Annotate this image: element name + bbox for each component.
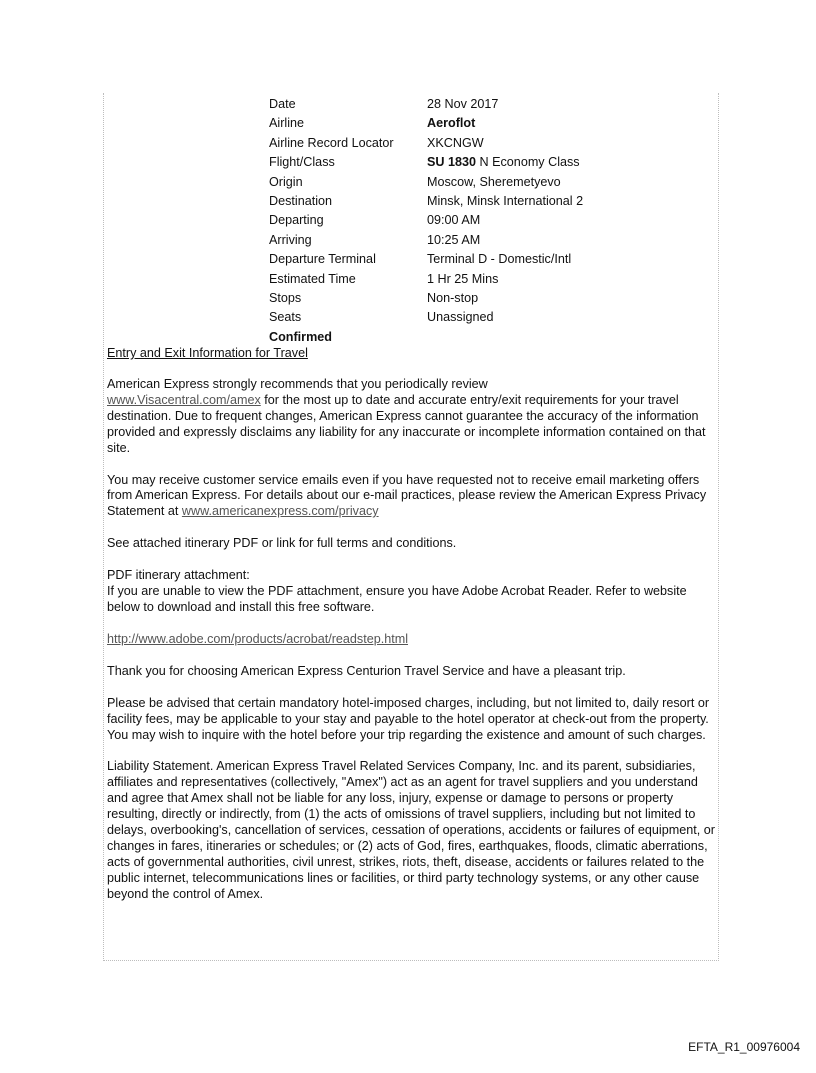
acrobat-link-paragraph: [107, 632, 717, 648]
document-id: EFTA_R1_00976004: [688, 1040, 800, 1054]
detail-label: Destination: [269, 193, 333, 208]
detail-label: Date: [269, 97, 296, 111]
privacy-link[interactable]: www.americanexpress.com/privacy: [181, 504, 379, 519]
visa-paragraph: American Express strongly recommends that you periodically review www.Visacentral.com/amex for the most up to date and accurate entry/exit requirements for your travel destination. Due to frequent changes, American Express cannot guarantee the accuracy of the information provided and expressly disclaims any liability for any inaccurate or incomplete information contained on that site.: [107, 377, 706, 455]
liability-paragraph: Liability Statement. American Express Travel Related Services Company, Inc. and its parent, subsidiaries, affiliates and representatives (collectively, "Amex") act as an agent for travel suppliers and you understand and agree that Amex shall not be liable for any loss, injury, expense or damage to persons or property resulting, directly or indirectly, from (1) the acts of omissions of travel suppliers, including but not limited to delays, overbooking's, cancellation of services, cessation of operations, accidents or failures of equipment, or changes in fares, itineraries or schedules; or (2) acts of God, fires, earthquakes, floods, climatic aberrations, acts of governmental authorities, civil unrest, strikes, riots, theft, disease, accidents or failures related to the public internet, telecommunications lines or facilities, or third party technology systems, or any other cause beyond the control of Amex.: [107, 759, 715, 901]
detail-value: Minsk, Minsk International 2: [427, 193, 584, 208]
detail-value: SU 1830 N Economy Class: [427, 155, 580, 170]
detail-value: Moscow, Sheremetyevo: [427, 174, 561, 189]
detail-value: 10:25 AM: [427, 232, 481, 247]
detail-label: Seats: [269, 310, 302, 325]
detail-value: XKCNGW: [427, 135, 484, 150]
detail-value: 09:00 AM: [427, 213, 481, 228]
detail-value: Terminal D - Domestic/Intl: [427, 252, 572, 267]
detail-value: Aeroflot: [427, 116, 476, 131]
booking-status: Confirmed: [269, 329, 332, 344]
detail-value: 1 Hr 25 Mins: [427, 271, 499, 286]
detail-label: Flight/Class: [269, 155, 335, 170]
visacentral-link[interactable]: www.Visacentral.com/amex: [107, 392, 261, 407]
detail-value: Non-stop: [427, 290, 479, 305]
detail-label: Departing: [269, 213, 324, 228]
acrobat-link[interactable]: http://www.adobe.com/products/acrobat/readstep.html: [107, 631, 409, 646]
entry-exit-section-title: Entry and Exit Information for Travel: [107, 346, 308, 360]
detail-label: Departure Terminal: [269, 252, 376, 267]
pdf-paragraph: PDF itinerary attachment: If you are unable to view the PDF attachment, ensure you have Adobe Acrobat Reader. Refer to website below to download and install this free software.: [107, 568, 687, 614]
detail-value: 28 Nov 2017: [427, 97, 499, 111]
notice-body: [107, 377, 717, 919]
hotel-charges-paragraph: Please be advised that certain mandatory hotel-imposed charges, including, but not limited to, daily resort or facility fees, may be applicable to your stay and payable to the hotel operator at check-out from the property. You may wish to inquire with the hotel before your trip regarding the existence and amount of such charges.: [107, 695, 710, 742]
detail-label: Airline Record Locator: [269, 135, 394, 150]
thank-you-paragraph: Thank you for choosing American Express Centurion Travel Service and have a pleasant trip.: [107, 663, 626, 678]
detail-label: Stops: [269, 290, 302, 305]
detail-label: Arriving: [269, 232, 312, 247]
detail-label: Airline: [269, 116, 304, 131]
detail-label: Origin: [269, 174, 303, 189]
privacy-paragraph: You may receive customer service emails even if you have requested not to receive email marketing offers from American Express. For details about our e-mail practices, please review the American Express Privacy Statement at www.americanexpress.com/privacy: [107, 472, 707, 519]
terms-paragraph: See attached itinerary PDF or link for full terms and conditions.: [107, 536, 457, 551]
detail-label: Estimated Time: [269, 271, 356, 286]
detail-value: Unassigned: [427, 310, 494, 325]
